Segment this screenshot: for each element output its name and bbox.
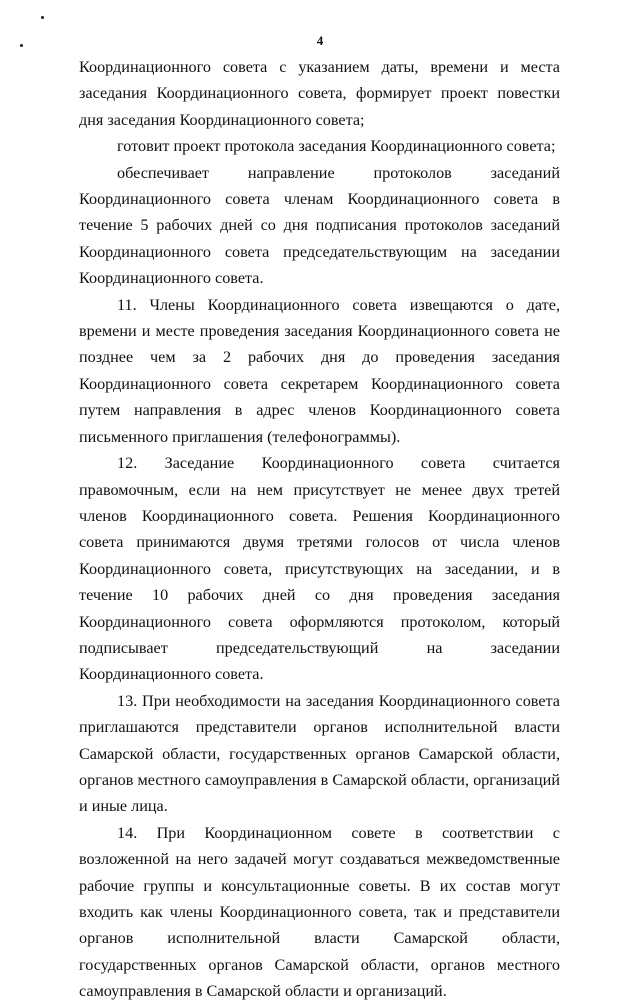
- paragraph-item-11: 11. Члены Координационного совета извещаются о дате, времени и месте проведения заседания Координационного совета не позднее чем за 2 рабочих дня до проведения заседания Координационного совета секретарем Координационного совета путем направления в адрес членов Координационного совета письменного приглашения (телефонограммы).: [79, 295, 560, 446]
- paragraph-item-13: 13. При необходимости на заседания Координационного совета приглашаются представители органов исполнительной власти Самарской области, государственных органов Самарской области, органов местного самоуправления в Самарской области, организаций и иные лица.: [79, 691, 560, 816]
- document-body: [79, 54, 560, 1005]
- paragraph-protocol-delivery: обеспечивает направление протоколов заседаний Координационного совета членам Координационного совета в течение 5 рабочих дней со дня подписания протоколов заседаний Координационного совета председательствующим на заседании Координационного совета.: [79, 163, 560, 288]
- paragraph-protocol-draft: готовит проект протокола заседания Координационного совета;: [117, 137, 556, 156]
- paragraph-item-12: 12. Заседание Координационного совета считается правомочным, если на нем присутствует не менее двух третей членов Координационного совета. Решения Координационного совета принимаются двумя третями голосов от числа членов Координационного совета, присутствующих на заседании, и в течение 10 рабочих дней со дня проведения заседания Координационного совета оформляются протоколом, который подписывает председательствующий на заседании Координационного совета.: [79, 454, 560, 684]
- scan-speck: [41, 16, 44, 19]
- page-number: 4: [316, 33, 324, 48]
- paragraph-item-14: 14. При Координационном совете в соответствии с возложенной на него задачей могут создаваться межведомственные рабочие группы и консультационные советы. В их состав могут входить как члены Координационного совета, так и представители органов исполнительной власти Самарской области, государственных органов Самарской области, органов местного самоуправления в Самарской области и организаций.: [79, 823, 560, 1001]
- paragraph-continuation: Координационного совета с указанием даты, времени и места заседания Координационного совета, формирует проект повестки дня заседания Координационного совета;: [79, 58, 560, 129]
